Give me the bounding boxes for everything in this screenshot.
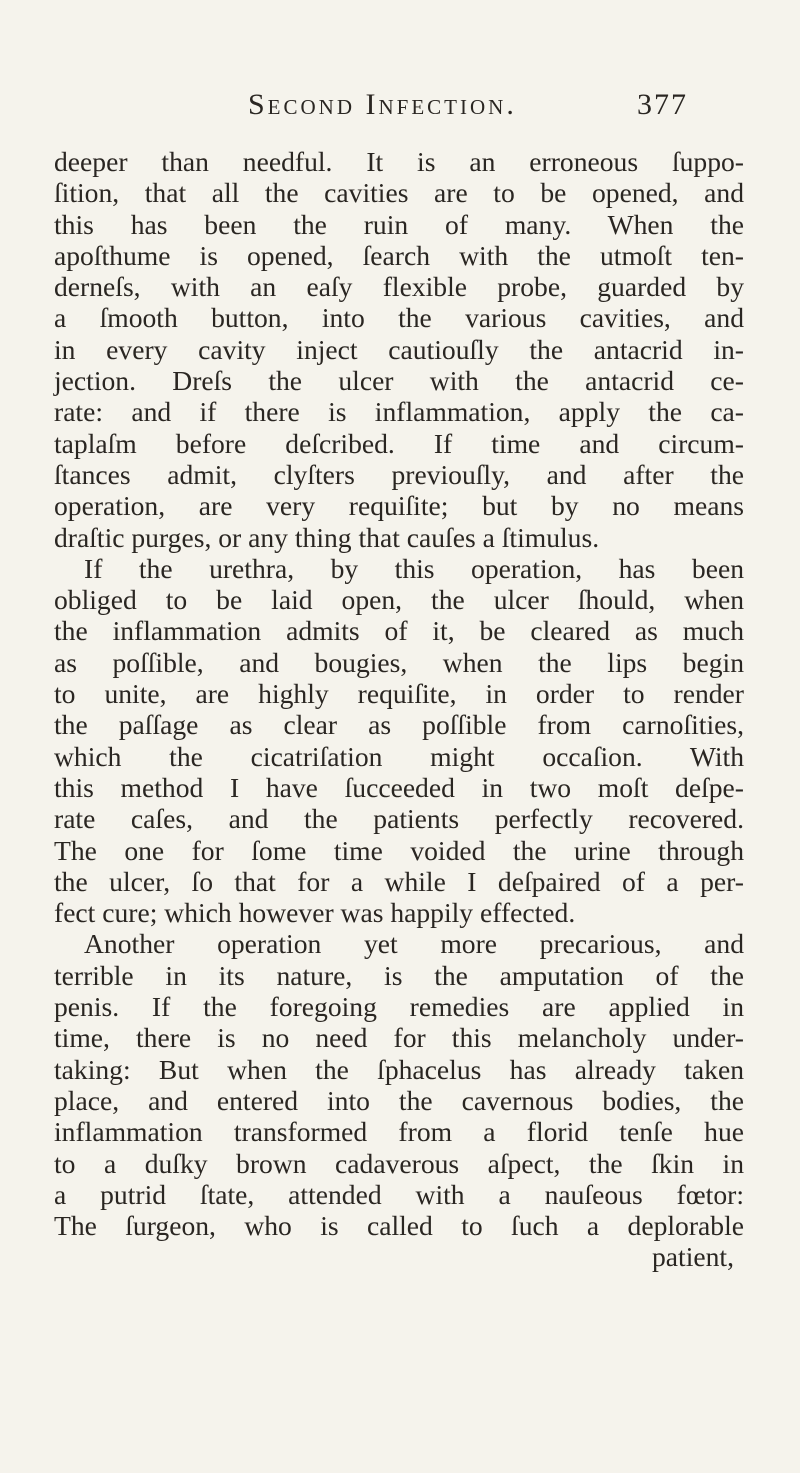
text-line: time, there is no need for this melancholy under- — [54, 1022, 744, 1054]
text-line: place, and entered into the cavernous bodies, the — [54, 1084, 744, 1116]
text-line: the ulcer, ſo that for a while I deſpaired of a per- — [54, 865, 744, 897]
catchword: patient, — [652, 1241, 734, 1273]
text-line: fect cure; which however was happily effected. — [54, 897, 576, 929]
text-line: taking: But when the ſphacelus has already taken — [54, 1053, 744, 1085]
body-text — [54, 146, 744, 1273]
text-line: to unite, are highly requiſite, in order to render — [54, 678, 744, 710]
text-line: deeper than needful. It is an erroneous ſuppo- — [54, 146, 744, 177]
text-line: the paſſage as clear as poſſible from carnoſities, — [54, 709, 744, 741]
text-line: a putrid ſtate, attended with a nauſeous fœtor: — [54, 1178, 744, 1210]
text-line: operation, are very requiſite; but by no means — [54, 490, 744, 522]
text-line: rate: and if there is inflammation, apply the ca- — [54, 396, 744, 428]
text-line: ſtances admit, clyſters previouſly, and after the — [54, 458, 744, 490]
text-line: to a duſky brown cadaverous aſpect, the ſkin in — [54, 1147, 744, 1179]
text-line: jection. Dreſs the ulcer with the antacrid ce- — [54, 365, 744, 397]
text-line: inflammation transformed from a florid tenſe hue — [54, 1116, 744, 1148]
running-head-title: Second Infection. — [248, 88, 517, 121]
text-line: as poſſible, and bougies, when the lips begin — [54, 646, 744, 678]
text-line: terrible in its nature, is the amputation of the — [54, 959, 744, 991]
paragraph-start-line: Another operation yet more precarious, and — [84, 928, 744, 960]
text-line: which the cicatriſation might occaſion. With — [54, 740, 744, 772]
text-line: this method I have ſucceeded in two moſt deſpe- — [54, 771, 744, 803]
text-line: derneſs, with an eaſy flexible probe, guarded by — [54, 271, 744, 303]
text-line: penis. If the foregoing remedies are applied in — [54, 991, 744, 1023]
text-line: taplaſm before deſcribed. If time and circum- — [54, 427, 744, 459]
text-line: draſtic purges, or any thing that cauſes a ſtimulus. — [54, 521, 600, 553]
text-line: the inflammation admits of it, be cleared as much — [54, 615, 744, 647]
text-line: in every cavity inject cautiouſly the antacrid in- — [54, 333, 744, 365]
text-line: apoſthume is opened, ſearch with the utmoſt ten- — [54, 239, 744, 271]
text-line: obliged to be laid open, the ulcer ſhould, when — [54, 584, 744, 616]
paragraph-start-line: If the urethra, by this operation, has been — [84, 552, 744, 584]
page-number: 377 — [637, 88, 688, 121]
text-line: The ſurgeon, who is called to ſuch a deplorable — [54, 1210, 744, 1242]
running-head — [248, 88, 688, 128]
text-line: The one for ſome time voided the urine through — [54, 834, 744, 866]
text-line: ſition, that all the cavities are to be opened, and — [54, 177, 744, 209]
text-line: rate caſes, and the patients perfectly recovered. — [54, 803, 744, 835]
text-line: this has been the ruin of many. When the — [54, 208, 744, 240]
text-line: a ſmooth button, into the various cavities, and — [54, 302, 744, 334]
